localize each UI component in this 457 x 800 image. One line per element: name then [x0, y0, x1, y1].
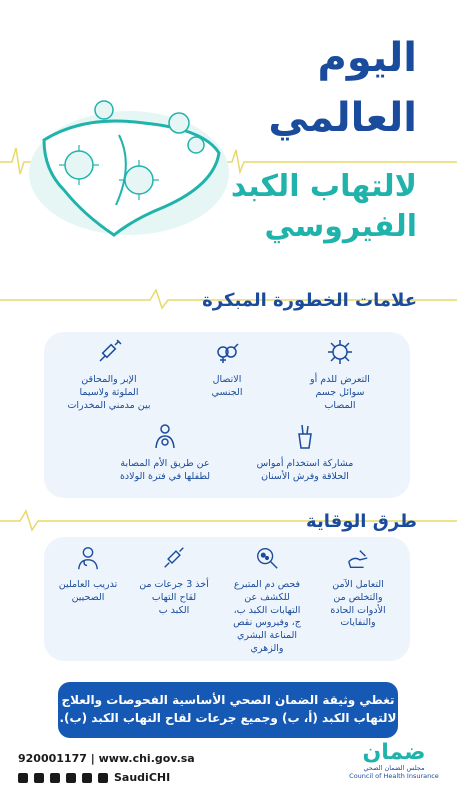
- instagram-icon[interactable]: [66, 773, 76, 783]
- notice-line2: لالتهاب الكبد (أ، ب) وجميع جرعات لقاح التهاب الكبد (ب).: [59, 711, 397, 725]
- prevention-panel: [44, 537, 410, 661]
- social-handle[interactable]: SaudiCHI: [114, 771, 171, 784]
- syringe-icon: [95, 338, 123, 366]
- safe-disposal-icon: [345, 545, 371, 571]
- warning-item: عن طريق الأم المصابة لطفلها في فترة الولادة: [100, 422, 230, 484]
- coverage-notice: [58, 682, 398, 738]
- virus-icon: [326, 338, 354, 366]
- warning-item: التعرض للدم أو سوائل جسم المصاب: [290, 338, 390, 412]
- blood-test-icon: [254, 545, 280, 571]
- liver-illustration: [24, 95, 234, 245]
- x-icon[interactable]: [98, 773, 108, 783]
- vaccine-icon: [161, 545, 187, 571]
- notice-line1: تغطي وثيقة الضمان الصحي الأساسية الفحوصات والعلاج: [61, 693, 395, 707]
- warning-item: الاتصال الجنسي: [177, 338, 277, 400]
- mother-baby-icon: [151, 422, 179, 450]
- prevention-heading: طرق الوقاية: [306, 511, 417, 532]
- hero-section: [0, 0, 457, 280]
- hero-title-line2: العالمي: [268, 95, 417, 141]
- razor-toothbrush-icon: [291, 422, 319, 450]
- logo-subtitle-ar: مجلس الضمان الصحي: [363, 764, 425, 772]
- logo-wordmark: ضمان: [362, 740, 426, 765]
- chi-logo: [349, 742, 439, 792]
- footer-contact: [18, 752, 195, 765]
- hero-subtitle-line1: لالتهاب الكبد: [230, 169, 417, 204]
- prevention-item: أخذ 3 جرعات من لقاح التهاب الكبد ب: [134, 545, 214, 617]
- hero-subtitle-line2: الفيروسي: [264, 209, 417, 244]
- hero-title-line1: اليوم: [317, 35, 417, 81]
- logo-subtitle-en: Council of Health Insurance: [349, 772, 439, 781]
- facebook-icon[interactable]: [34, 773, 44, 783]
- social-links: [18, 771, 170, 784]
- prevention-item: التعامل الآمن والتخلص من الأدوات الحادة والنفايات: [318, 545, 398, 630]
- separator: |: [90, 752, 95, 765]
- warning-item: مشاركة استخدام أمواس الحلاقة وفرش الأسنان: [240, 422, 370, 484]
- warning-panel: [44, 332, 410, 498]
- phone-number[interactable]: 920001177: [18, 752, 87, 765]
- prevention-item: تدريب العاملين الصحيين: [50, 545, 126, 605]
- linkedin-icon[interactable]: [82, 773, 92, 783]
- youtube-icon[interactable]: [50, 773, 60, 783]
- tiktok-icon[interactable]: [18, 773, 28, 783]
- warning-item: الإبر والمحاقن الملوثة ولاسيما بين مدمني المخدرات: [54, 338, 164, 412]
- doctor-icon: [75, 545, 101, 571]
- prevention-item: فحص دم المتبرع للكشف عن التهابات الكبد ب، ج، وفيروس نقص المناعة البشري والزهري: [224, 545, 310, 656]
- warning-heading: علامات الخطورة المبكرة: [202, 290, 417, 311]
- gender-icon: [213, 338, 241, 366]
- website-link[interactable]: www.chi.gov.sa: [98, 752, 195, 765]
